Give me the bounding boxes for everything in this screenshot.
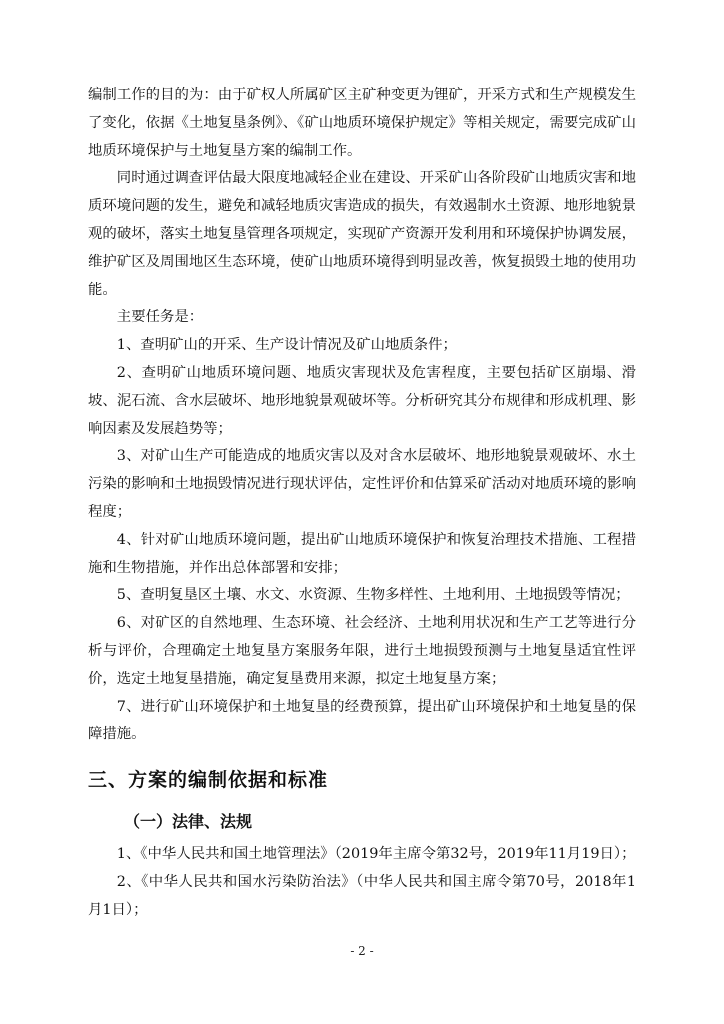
purpose-paragraph: 编制工作的目的为：由于矿权人所属矿区主矿种变更为锂矿，开采方式和生产规模发生了变化，依据《土地复垦条例》、《矿山地质环境保护规定》等相关规定，需要完成矿山地质环境保护与土地复垦方案的编制工作。 — [88, 87, 636, 159]
task-item-2: 2、查明矿山地质环境问题、地质灾害现状及危害程度，主要包括矿区崩塌、滑坡、泥石流、含水层破坏、地形地貌景观破坏等。分析研究其分布规律和形成机理、影响因素及发展趋势等； — [88, 364, 636, 437]
task-item-3: 3、对矿山生产可能造成的地质灾害以及对含水层破坏、地形地貌景观破坏、水土污染的影响和土地损毁情况进行现状评估，定性评价和估算采矿活动对地质环境的影响程度； — [88, 448, 636, 520]
section-heading: 三、方案的编制依据和标准 — [88, 769, 329, 792]
law-item-2: 2、《中华人民共和国水污染防治法》（中华人民共和国主席令第70号，2018年1月1日）； — [88, 873, 636, 918]
page-content — [88, 82, 636, 925]
task-item-7: 7、进行矿山环境保护和土地复垦的经费预算，提出矿山环境保护和土地复垦的保障措施。 — [88, 698, 636, 743]
law-item-1: 1、《中华人民共和国土地管理法》（2019年主席令第32号，2019年11月19日）； — [116, 846, 636, 863]
goals-paragraph: 同时通过调查评估最大限度地减轻企业在建设、开采矿山各阶段矿山地质灾害和地质环境问题的发生，避免和减轻地质灾害造成的损失，有效遏制水土资源、地形地貌景观的破坏，落实土地复垦管理各项规定，实现矿产资源开发利用和环境保护协调发展，维护矿区及周围地区生态环境，使矿山地质环境得到明显改善，恢复损毁土地的使用功能。 — [88, 170, 636, 298]
subsection-heading: （一）法律、法规 — [124, 812, 253, 832]
task-item-4: 4、针对矿山地质环境问题，提出矿山地质环境保护和恢复治理技术措施、工程措施和生物措施，并作出总体部署和安排； — [88, 531, 636, 576]
page-number: - 2 - — [350, 944, 374, 958]
task-item-1: 1、查明矿山的开采、生产设计情况及矿山地质条件； — [116, 337, 457, 354]
tasks-lead: 主要任务是： — [116, 309, 204, 326]
task-item-5: 5、查明复垦区土壤、水文、水资源、生物多样性、土地利用、土地损毁等情况； — [116, 587, 630, 604]
task-item-6: 6、对矿区的自然地理、生态环境、社会经济、土地利用状况和生产工艺等进行分析与评价，合理确定土地复垦方案服务年限，进行土地损毁预测与土地复垦适宜性评价，选定土地复垦措施，确定复垦费用来源，拟定土地复垦方案； — [88, 615, 636, 687]
